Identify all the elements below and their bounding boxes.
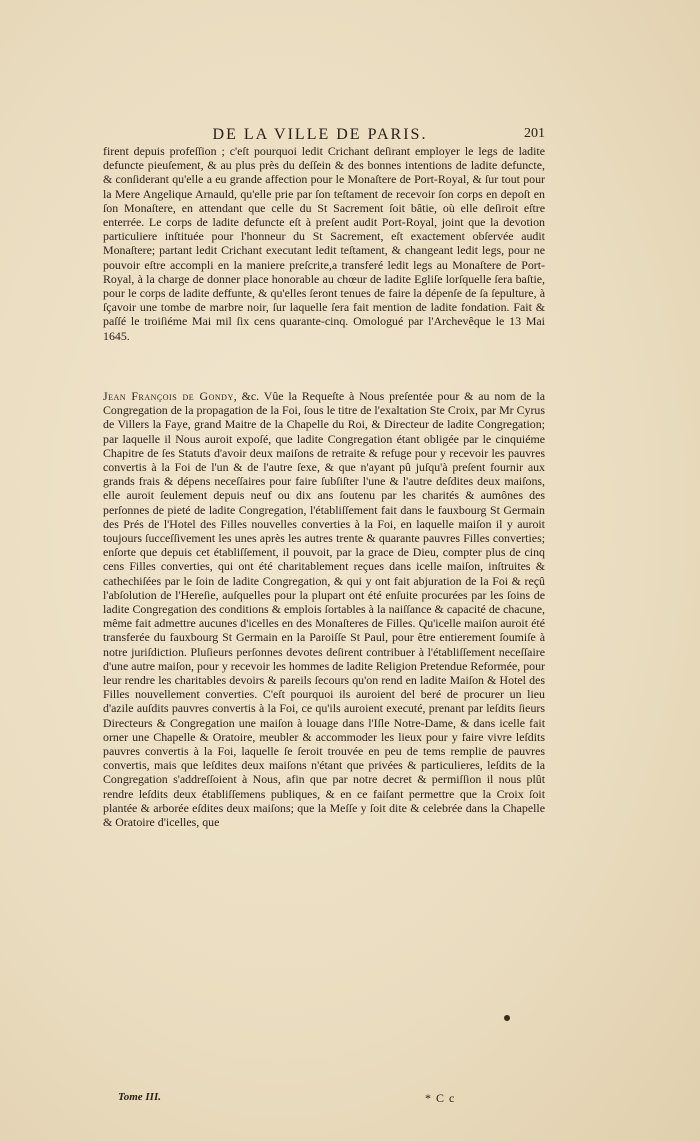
gathering-signature: * C c [425, 1091, 456, 1105]
running-head: DE LA VILLE DE PARIS. [212, 126, 428, 143]
paragraph-2 [103, 389, 545, 829]
volume-signature: Tome III. [118, 1091, 161, 1103]
paragraph-2-lead: Jean François de Gondy [103, 389, 234, 403]
paragraph-2-body: , &c. Vûe la Requeſte à Nous preſentée pour & au nom de la Congregation de la propagation de la Foi, ſous le titre de l'exaltation Ste Croix, par Mr Cyrus de Villers la Faye, grand Maitre de la Chapelle du Roi, & Directeur de ladite Congregation; par laquelle il Nous auroit expoſé, que ladite Congregation étant obligée par le cinquiéme Chapitre de ſes Statuts d'avoir deux maiſons de retraite & refuge pour y recevoir les pauvres convertis à la Foi de l'un & de l'autre ſexe, & que n'ayant pû juſqu'à preſent fournir aux grands frais & dépens neceſſaires pour faire ſubſiſter l'une & l'autre deſdites deux maiſons, elle auroit ſeulement depuis neuf ou dix ans ſoutenu par les charités & aumônes des perſonnes de pieté de ladite Congregation, l'établiſſement fait dans le fauxbourg St Germain des Prés de l'Hotel des Filles nouvelles converties à la Foi, en laquelle maiſon il y auroit toujours ſucceſſivement les unes après les autres trente & quarante pauvres Filles converties; enſorte que depuis cet établiſſement, il pouvoit, par la grace de Dieu, compter plus de cinq cens Filles converties, qui ont été charitablement reçues dans icelle maiſon, inſtruites & cathechiſées par le ſoin de ladite Congregation, & qui y ont fait abjuration de la Foi & reçû l'abſolution de l'Hereſie, auſquelles pour la plupart ont été enſuite procurées par les ſoins de ladite Congregation des conditions & emplois ſortables à la naiſſance & capacité de chacune, même fait admettre aucunes d'icelles en des Monaſteres de Filles. Qu'icelle maiſon auroit été transferée du fauxbourg St Germain en la Paroiſſe St Paul, pour être entierement ſoumiſe à notre juriſdiction. Pluſieurs perſonnes devotes deſirent contribuer à l'établiſſement neceſſaire d'une autre maiſon, pour y recevoir les hommes de ladite Religion Pretendue Reformée, pour leur rendre les charitables devoirs & pareils ſecours qu'on rend en ladite Maiſon & Hotel des Filles nouvellement converties. C'eſt pourquoi ils auroient del beré de procurer un lieu d'azile auſdits pauvres convertis à la Foi, ce qu'ils auroient executé, prenant par leſdits ſieurs Directeurs & Congregation une maiſon à louage dans l'Iſle Notre-Dame, & dans icelle fait orner une Chapelle & Oratoire, meubler & accommoder les lieux pour y faire vivre leſdits pauvres convertis à la Foi, laquelle ſe ſeroit trouvée en peu de tems remplie de pauvres convertis, mais que leſdites deux maiſons n'étant que privées & particulieres, leſdits de la Congregation s'addreſſoient à Nous, afin que par notre decret & permiſſion il nous plût rendre leſdits deux établiſſemens publiques, & en ce faiſant permettre que la Croix ſoit plantée & arborée eſdites deux maiſons; que la Meſſe y ſoit dite & celebrée dans la Chapelle & Oratoire d'icelles, que [103, 389, 546, 830]
page-number: 201 [524, 126, 545, 141]
ink-spot [504, 1015, 510, 1021]
paragraph-1: firent depuis profeſſion ; c'eſt pourquoi ledit Crichant deſirant employer le legs de ladite defuncte pieuſement, & au plus près du deſſein & des bonnes intentions de ladite defuncte, & conſiderant qu'elle a eu grande affection pour le Monaſtere de Port-Royal, & ſur tout pour la Mere Angelique Arnauld, qu'elle prie par ſon teſtament de recevoir ſon corps en depoſt en ſon Monaſtere, en attendant que celle du St Sacrement ſoit bâtie, où elle deſiroit eſtre enterrée. Le corps de ladite defuncte eſt à preſent audit Port-Royal, joint que la devotion particuliere inſtituée pour l'honneur du St Sacrement, eſt exactement obſervée audit Monaſtere; partant ledit Crichant executant ledit teſtament, & changeant ledit legs, pour ne pouvoir eſtre accompli en la maniere preſcrite,a transferé ledit legs au Monaſtere de Port-Royal, à la charge de donner place honorable au chœur de ladite Egliſe lorſquelle ſera baſtie, pour le corps de ladite deffunte, & qu'elles ſeront tenues de faire la dépenſe de ſa ſepulture, à ſçavoir une tombe de marbre noir, ſur laquelle ſera fait mention de ladite fondation. Fait & paſſé le troiſiéme Mai mil ſix cens quarante-cinq. Omologué par l'Archevêque le 13 Mai 1645. [103, 144, 545, 343]
